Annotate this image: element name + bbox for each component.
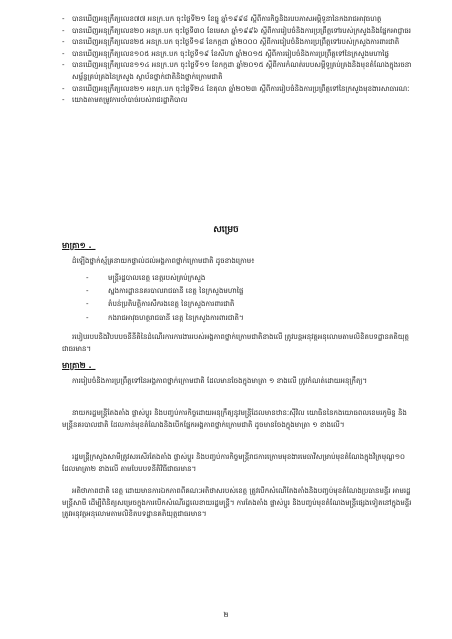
article-2-title: មាត្រា២ ._ [62, 361, 96, 370]
article-2-paragraph-2: នាយករដ្ឋមន្ត្រីតែងតាំង ផ្ទាស់ប្ដូរ និងបញ្ចប់ការកិច្ចដោយអនុក្រឹត្យនូវមន្ត្រីដែលមានឋានៈស៊ីវិល យោធិននៃកងយោធពលខេមរភូមិន្ទ និងមន្ត្រីនគរបាលជាតិ ដែលកាន់មុខតំណែងនិងបើកផ្នែកអង្គភាពថ្នាក់ក្រោមជាតិ ដូចមានចែងក្នុងមាត្រា ១ ខាងលើ។ [62, 409, 407, 429]
reference-item: - បានឃើញអនុក្រឹត្យលេខ២០ អនក្រ.បក ចុះថ្ងៃទី៣០ ខែមេសា ឆ្នាំ១៩៩៦ ស្ដីពីការរៀបចំនិងការប្រព្រឹត្តទៅរបស់ក្រសួងនិងផ្នែកអាជ្ញាធរ [62, 26, 412, 38]
article-1-title: មាត្រា១ ._ [62, 241, 96, 250]
page-number: ២ [223, 611, 229, 619]
article-2-paragraph-1: ការរៀបចំនិងការប្រព្រឹត្តទៅនៃអង្គភាពថ្នាក់ក្រោមជាតិ ដែលមានចែងក្នុងមាត្រា ១ ខាងលើ ត្រូវកំណត់ដោយអនុក្រឹត្យ។ [72, 377, 368, 385]
article-1-paragraph: របៀបរបបនិងវិបបបចនីនីតិនៃដំណើរការការងាររបស់អង្គភាពថ្នាក់ក្រោមជាតិខាងលើ ត្រូវបន្តអនុវត្តអនុលោមតាមលិខិតបទដ្ឋានគតិយុត្តជាធរមាន។ [62, 333, 409, 353]
reference-list [62, 14, 412, 107]
article-1-intro: ដំឡើងថ្នាក់ស្ម័គ្រនាយកផ្ទាល់ដល់អង្គភាពថ្នាក់ក្រោមជាតិ ដូចខាងក្រោម៖ [72, 257, 255, 265]
reference-item: - បានឃើញអនុក្រឹត្យលេខ២៥ អនក្រ.បក ចុះថ្ងៃទី១៨ ខែកក្កដា ឆ្នាំ២០០០ ស្ដីពីការរៀបចំនិងការប្រព្រឹត្តទៅរបស់ក្រសួងការពារជាតិ [62, 37, 412, 49]
reference-item: - បានឃើញអនុក្រឹត្យលេខ២១ អនក្រ.បក ចុះថ្ងៃទី២៤ ខែតុលា ឆ្នាំ២០២៣ ស្ដីពីការរៀបចំនិងការប្រព្រឹត្តទៅនៃក្រសួងមុខងារសាធារណៈ [62, 84, 412, 96]
article-2-paragraph-4: អតិថាភាពជាតិ ខេត្ត ដោយមានការឯកភាពពីគណៈអតិថាសរបស់ខេត្ត ត្រូវបើកសំណើតែងតាំងនិងបញ្ចប់មុខតំណែងប្រធានមន្ទីរ អាមរដ្ឋមន្ត្រីសាមី ដើម្បីពិនិត្យសម្រេចក្នុងការបើកសំណើរដ្ឋលេខាយរដ្ឋមន្ត្រី។ ការតែងតាំង ផ្ទាស់ប្ដូរ និងបញ្ចប់មុខតំណែងមន្ត្រីផ្សេងទៀតនៅក្នុងមន្ទីរ ត្រូវអនុវត្តអនុលោមតាមលិខិតបទដ្ឋានគតិយុត្តជាធរមាន។ [62, 487, 412, 519]
decision-heading: សម្រេច [213, 225, 239, 235]
list-item: - កងរាជអាវុធហត្ថរាជធានី ខេត្ត នៃក្រសួងការពារជាតិ។ [86, 312, 244, 325]
reference-item: - បានឃើញអនុក្រឹត្យលេខ១០៥ អនក្រ.បក ចុះថ្ងៃទី១៩ ខែសីហា ឆ្នាំ២០១៥ ស្ដីពីការរៀបចំនិងការប្រព្រឹត្តទៅនៃក្រសួងមហាផ្ទៃ [62, 49, 412, 61]
list-item: - មន្ត្រីរដ្ឋបាលខេត្ត ខេត្តរបស់គ្រប់ក្រសួង [86, 272, 244, 285]
reference-item: - យោងតាមតម្រូវការចាំបាច់របស់រាជរដ្ឋាភិបាល [62, 95, 412, 107]
article-2-paragraph-3: រដ្ឋមន្ត្រីក្រសួងសាមីត្រូវសរសើរតែងតាំង ផ្ទាស់ប្ដូរ និងបញ្ចប់ការកិច្ចមន្ត្រីរាជការក្រោមមុខងារមេធាវីសម្រាប់មុខតំណែងក្នុងវិក្រមុណ្ឌ១០ ដែលមាត្រា២ ខាងលើ តាមបែបបទនីតិវិធីជាធរមាន។ [62, 453, 405, 473]
reference-item: - បានឃើញអនុក្រឹត្យលេខ៧៧ អនក្រ.បក ចុះថ្ងៃទី២១ ខែធ្នូ ឆ្នាំ១៩៩៨ ស្ដីពីការកិច្ចនិងរបបភាសអម្ពិទូនានៃកងរាជអាវុធហត្ថ [62, 14, 412, 26]
article-1-list [86, 272, 244, 325]
list-item: - ស្នងការដ្ឋាននគរបាលរាជធានី ខេត្ត នៃក្រសួងមហាផ្ទៃ [86, 285, 244, 298]
list-item: - តំបន់ប្រតិបត្តិការសឹករងខេត្ត នៃក្រសួងការពារជាតិ [86, 298, 244, 311]
reference-item: - បានឃើញអនុក្រឹត្យលេខ១១៤ អនក្រ.បក ចុះថ្ងៃទី១១ ខែកក្កដា ឆ្នាំ២០១៥ ស្ដីពីការកំណត់របបសម្ពីទូគ្រប់គ្រងនិងមុខតំណែងក្នុងរចនាសម្ព័ន្ធគ្រប់គ្រងនៃក្រសួង ស្ថាប័នថ្នាក់ជាតិនិងថ្នាក់ក្រោមជាតិ [62, 60, 412, 83]
